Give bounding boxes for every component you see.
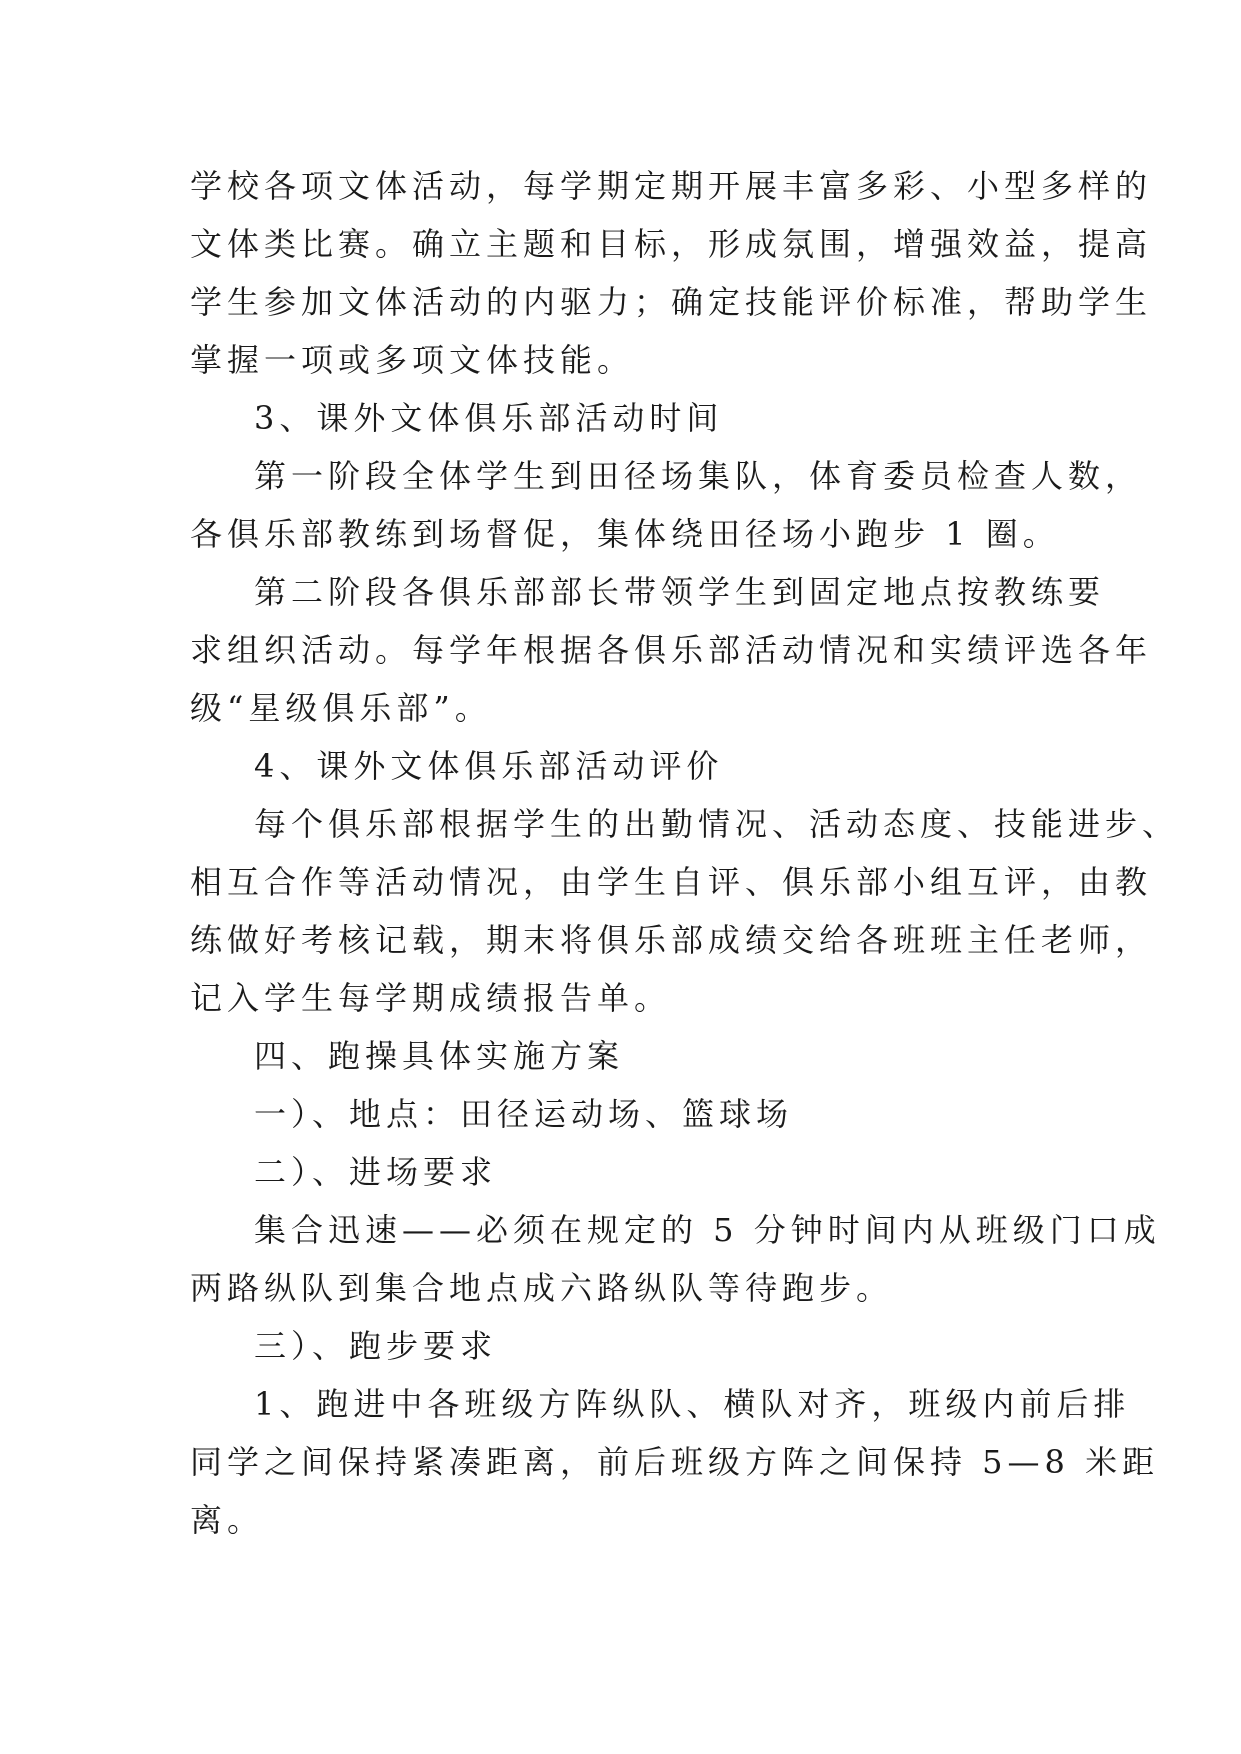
- text-line: 学生参加文体活动的内驱力；确定技能评价标准，帮助学生: [190, 283, 1153, 321]
- subsection-heading: 一）、地点：田径运动场、篮球场: [254, 1095, 794, 1133]
- section-heading: 4、课外文体俱乐部活动评价: [254, 747, 724, 785]
- text-line: 同学之间保持紧凑距离，前后班级方阵之间保持 5—8 米距: [190, 1443, 1160, 1481]
- subsection-heading: 二）、进场要求: [254, 1153, 498, 1191]
- document-body: [190, 157, 1180, 1549]
- text-line: 离。: [190, 1501, 265, 1539]
- text-line: 集合迅速——必须在规定的 5 分钟时间内从班级门口成: [254, 1211, 1161, 1249]
- text-line: 练做好考核记载，期末将俱乐部成绩交给各班班主任老师，: [190, 921, 1153, 959]
- text-line: 第二阶段各俱乐部部长带领学生到固定地点按教练要: [254, 573, 1106, 611]
- text-line: 求组织活动。每学年根据各俱乐部活动情况和实绩评选各年: [190, 631, 1153, 669]
- text-line: 文体类比赛。确立主题和目标，形成氛围，增强效益，提高: [190, 225, 1153, 263]
- text-line: 各俱乐部教练到场督促，集体绕田径场小跑步 1 圈。: [190, 515, 1060, 553]
- text-line: 两路纵队到集合地点成六路纵队等待跑步。: [190, 1269, 894, 1307]
- text-line: 第一阶段全体学生到田径场集队，体育委员检查人数，: [254, 457, 1143, 495]
- text-line: 1、跑进中各班级方阵纵队、横队对齐，班级内前后排: [254, 1385, 1131, 1423]
- subsection-heading: 三）、跑步要求: [254, 1327, 498, 1365]
- text-line: 记入学生每学期成绩报告单。: [190, 979, 672, 1017]
- text-line: 每个俱乐部根据学生的出勤情况、活动态度、技能进步、: [254, 805, 1180, 843]
- section-heading: 四、跑操具体实施方案: [254, 1037, 625, 1075]
- text-line: 掌握一项或多项文体技能。: [190, 341, 635, 379]
- text-line: 相互合作等活动情况，由学生自评、俱乐部小组互评，由教: [190, 863, 1153, 901]
- text-line: 学校各项文体活动，每学期定期开展丰富多彩、小型多样的: [190, 167, 1153, 205]
- section-heading: 3、课外文体俱乐部活动时间: [254, 399, 724, 437]
- text-line: 级“星级俱乐部”。: [190, 689, 492, 727]
